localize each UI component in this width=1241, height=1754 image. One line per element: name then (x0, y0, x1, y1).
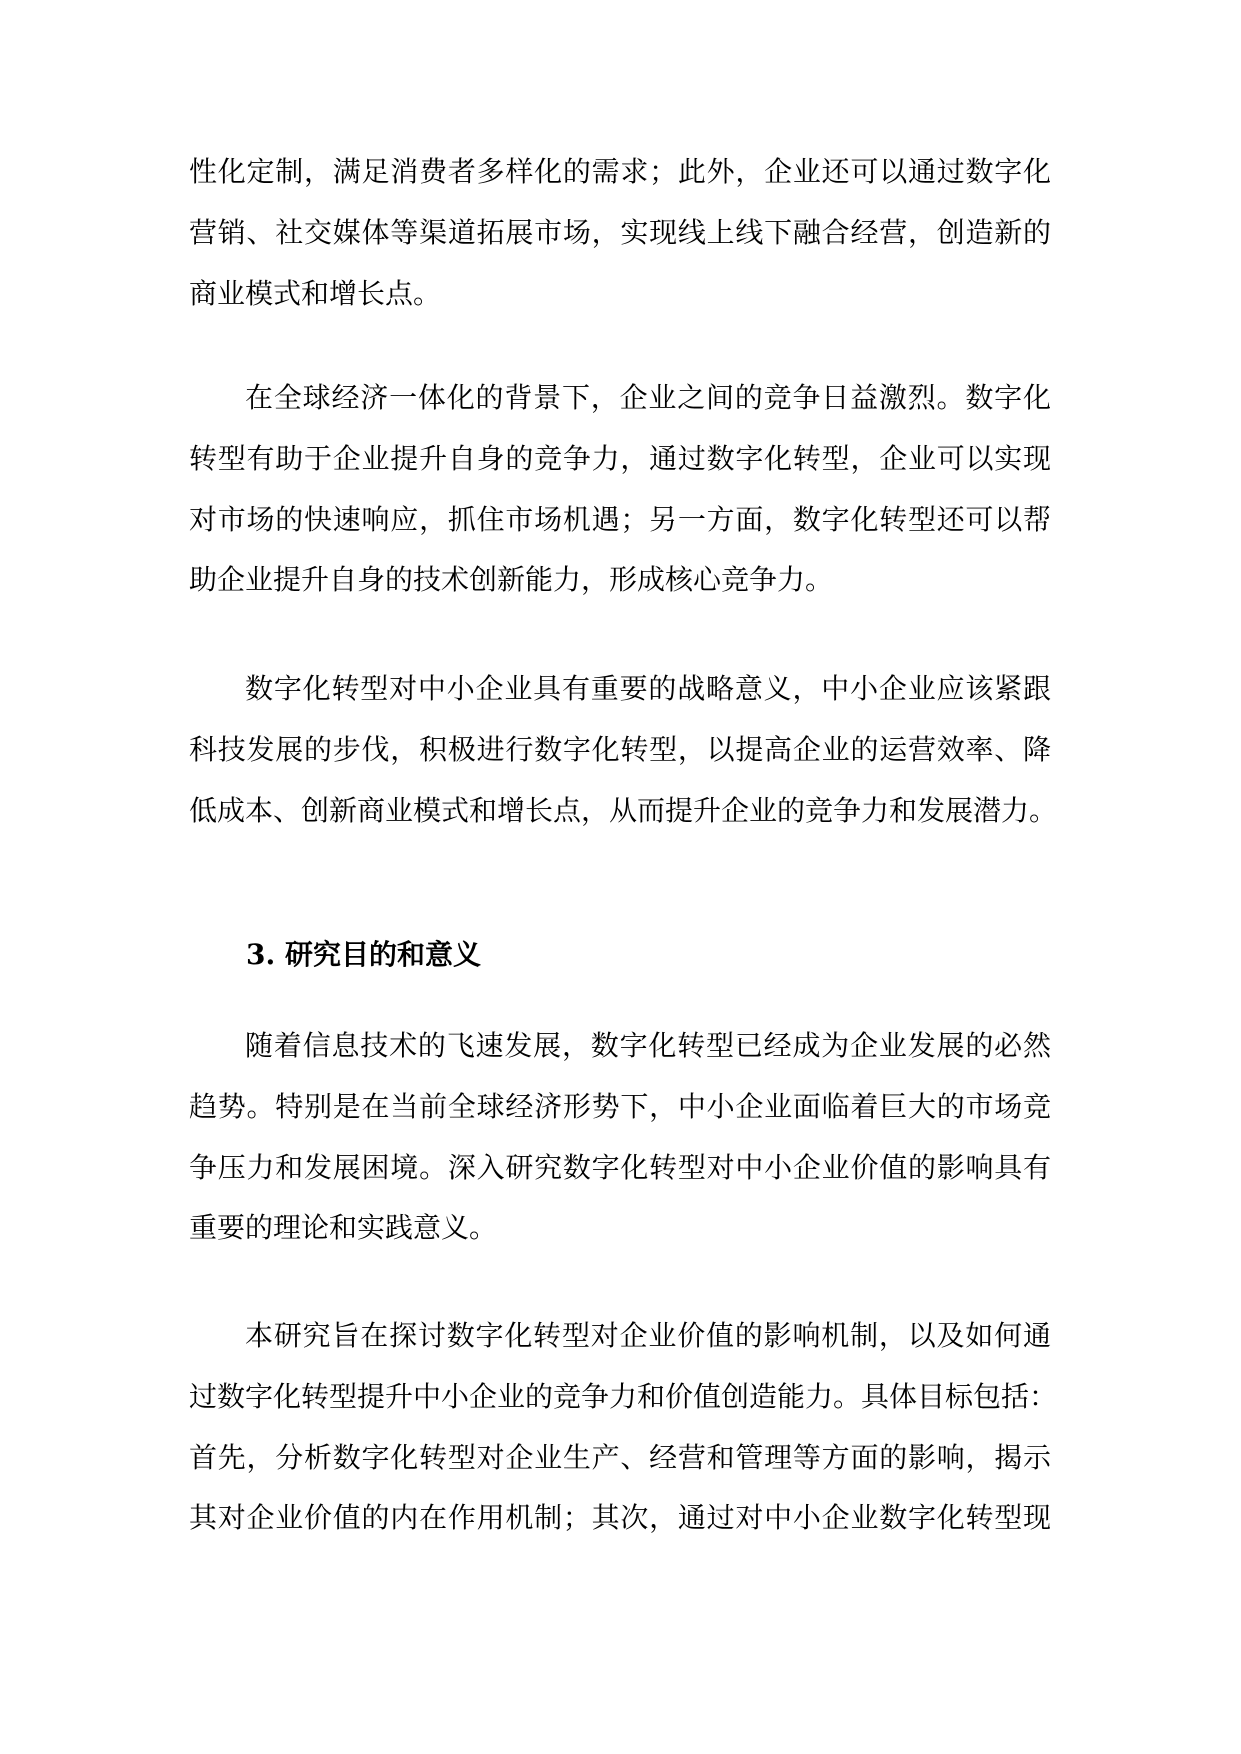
text-line: 其对企业价值的内在作用机制；其次，通过对中小企业数字化转型现 (189, 1501, 1051, 1535)
text-line: 趋势。特别是在当前全球经济形势下，中小企业面临着巨大的市场竞 (189, 1089, 1051, 1123)
text-line: 性化定制，满足消费者多样化的需求；此外，企业还可以通过数字化 (189, 155, 1051, 188)
text-line: 助企业提升自身的技术创新能力，形成核心竞争力。 (189, 563, 834, 597)
text-line: 商业模式和增长点。 (189, 276, 442, 310)
text-line: 随着信息技术的飞速发展，数字化转型已经成为企业发展的必然 (245, 1029, 1051, 1062)
text-line: 过数字化转型提升中小企业的竞争力和价值创造能力。具体目标包括： (189, 1379, 1058, 1413)
text-line: 对市场的快速响应，抓住市场机遇；另一方面，数字化转型还可以帮 (189, 502, 1051, 536)
text-line: 在全球经济一体化的背景下，企业之间的竞争日益激烈。数字化 (245, 381, 1051, 414)
paragraph-5 (189, 1306, 1058, 1549)
paragraph-4 (189, 1016, 1051, 1259)
text-line: 低成本、创新商业模式和增长点，从而提升企业的竞争力和发展潜力。 (189, 793, 1058, 827)
text-line: 转型有助于企业提升自身的竞争力，通过数字化转型，企业可以实现 (189, 441, 1051, 475)
paragraph-2 (189, 368, 1051, 611)
text-line: 本研究旨在探讨数字化转型对企业价值的影响机制，以及如何通 (245, 1319, 1051, 1352)
text-line: 争压力和发展困境。深入研究数字化转型对中小企业价值的影响具有 (189, 1150, 1051, 1184)
text-line: 营销、社交媒体等渠道拓展市场，实现线上线下融合经营，创造新的 (189, 215, 1051, 249)
text-line: 重要的理论和实践意义。 (189, 1211, 498, 1245)
text-line: 首先，分析数字化转型对企业生产、经营和管理等方面的影响，揭示 (189, 1440, 1051, 1474)
text-line: 数字化转型对中小企业具有重要的战略意义，中小企业应该紧跟 (245, 672, 1051, 705)
paragraph-3 (189, 659, 1058, 841)
text-line: 科技发展的步伐，积极进行数字化转型，以提高企业的运营效率、降 (189, 732, 1051, 766)
section-heading: 3. 研究目的和意义 (246, 938, 481, 971)
paragraph-1 (189, 142, 1051, 324)
